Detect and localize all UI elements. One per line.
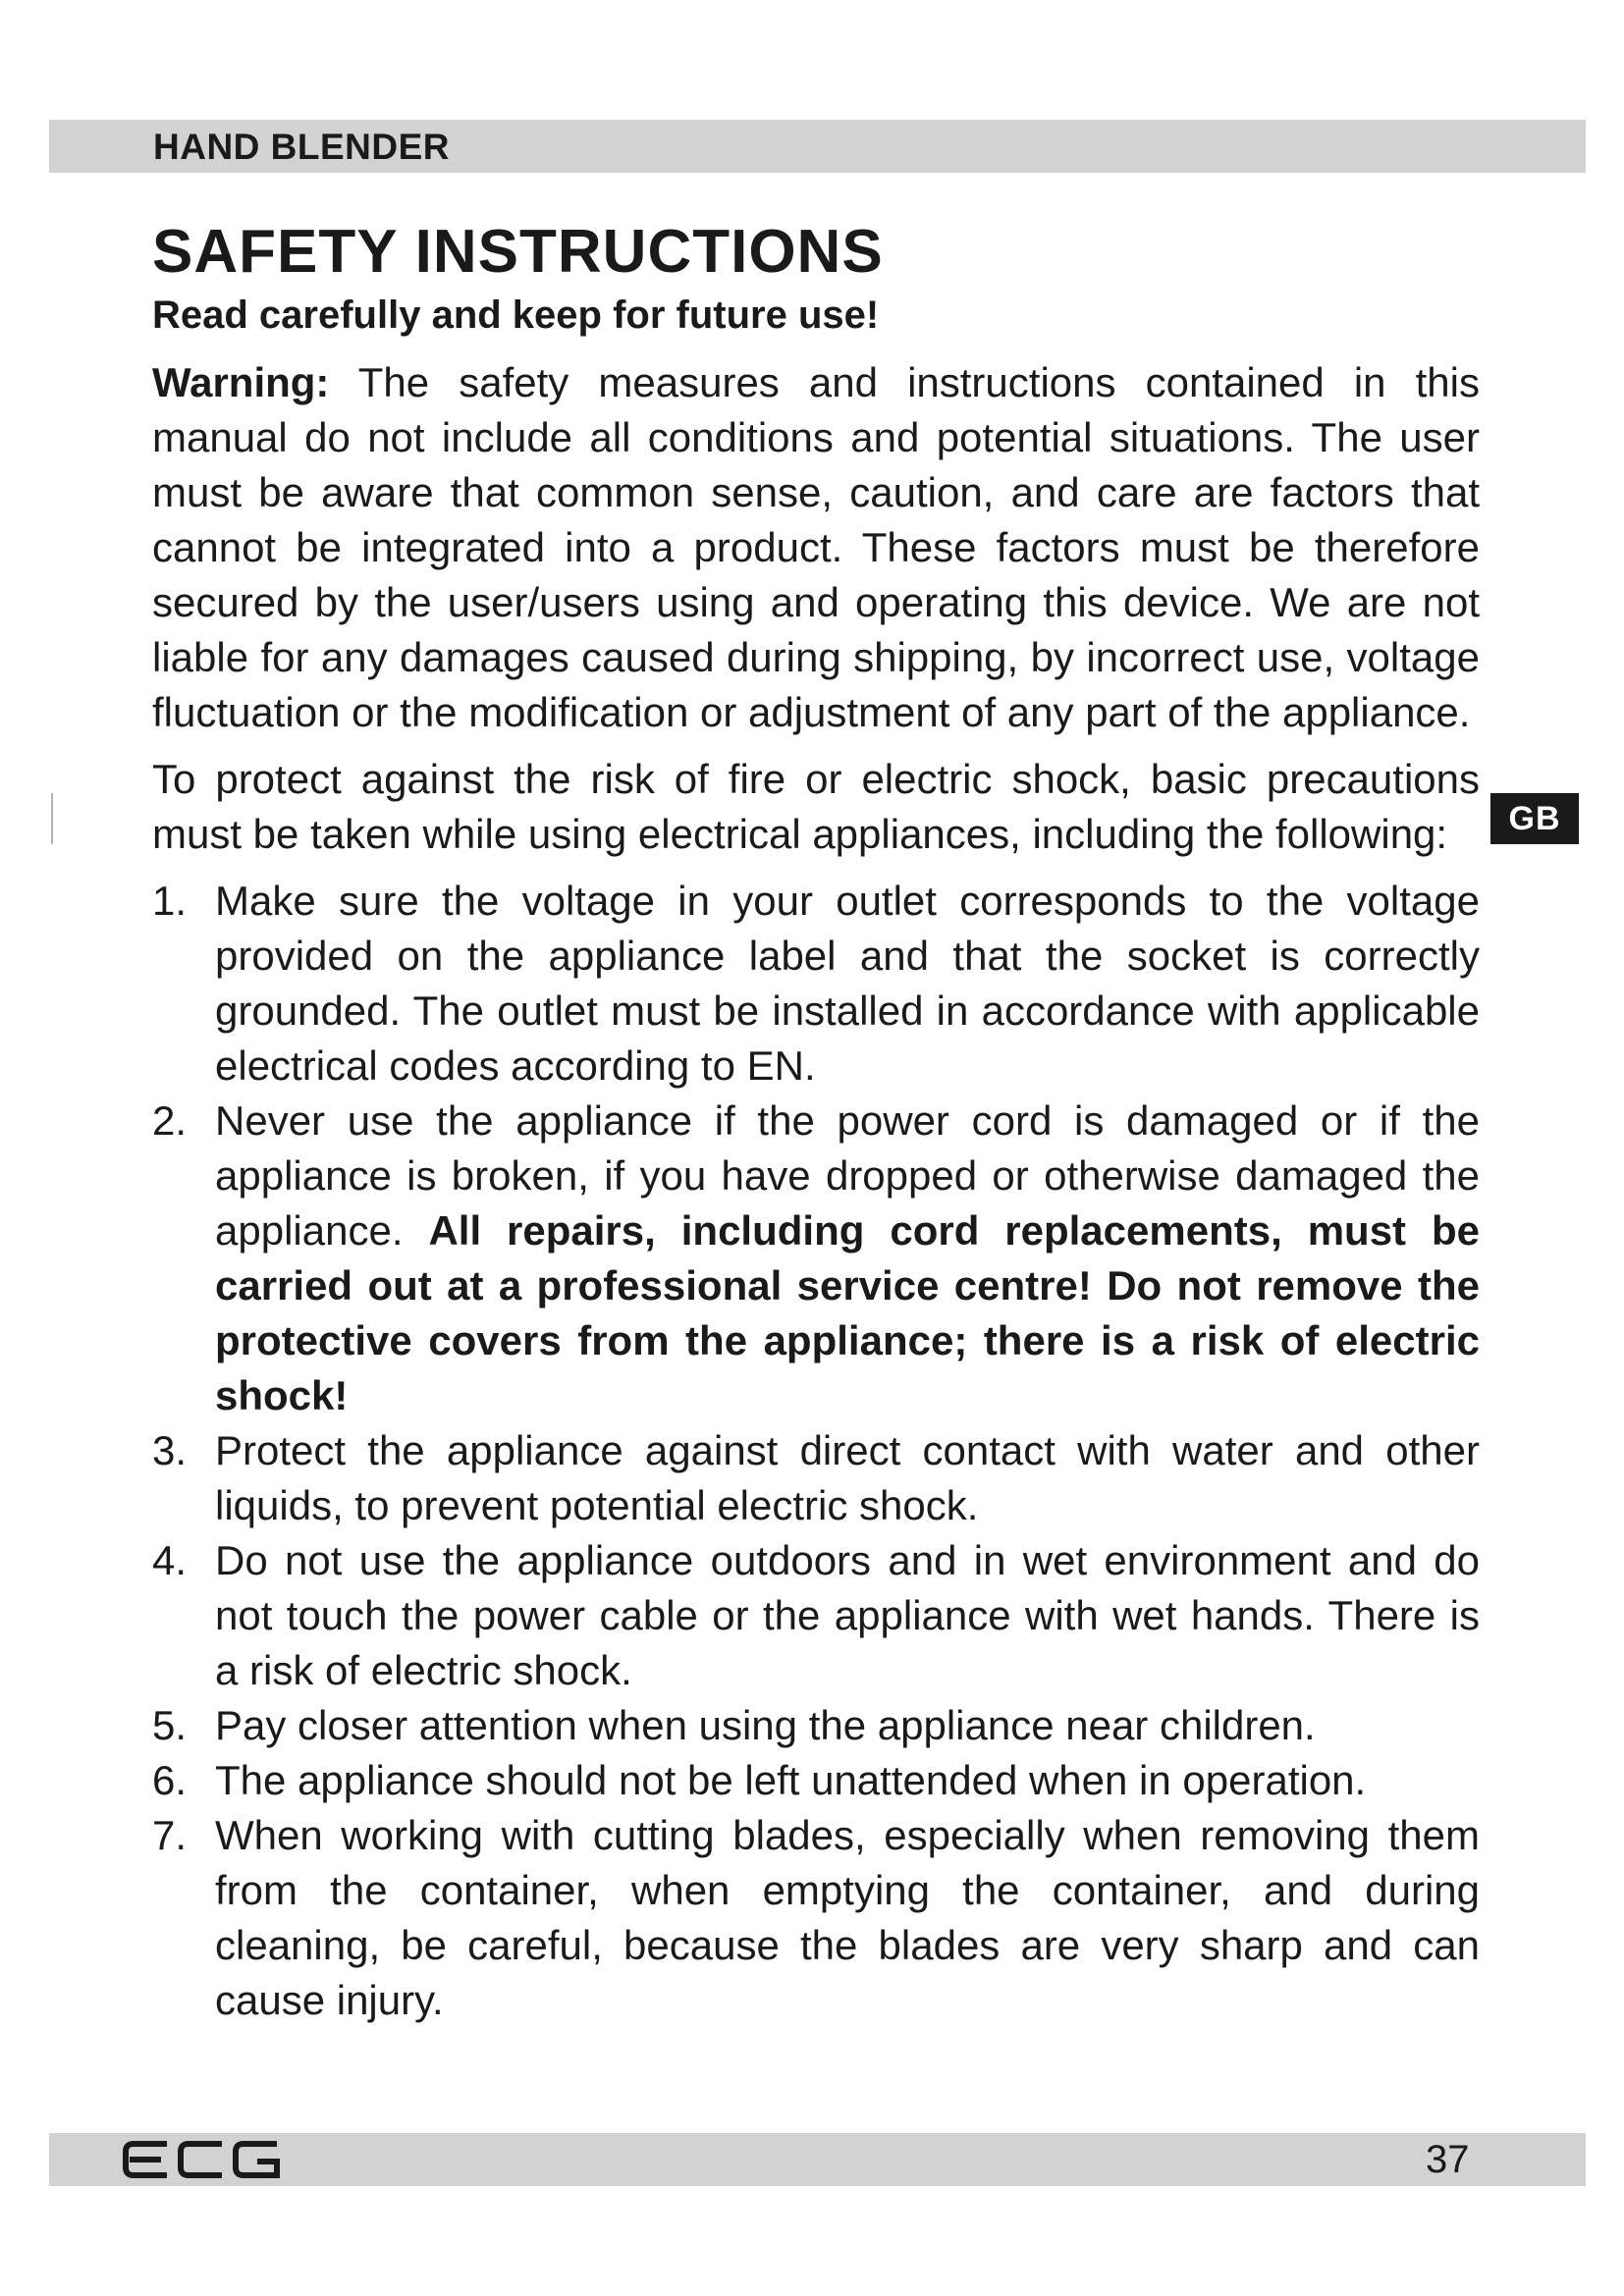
list-item-text: When working with cutting blades, especially when removing them from the container, when emptying the container, and during cleaning, be careful, because the blades are very sharp and can cause injury. [215,1812,1480,2023]
list-item [152,874,1480,1094]
language-tab: GB [1490,793,1579,844]
list-item-number: 3. [152,1427,188,1473]
list-item-text: The appliance should not be left unattended when in operation. [215,1757,1367,1803]
list-item-number: 1. [152,878,188,924]
page-number: 37 [1426,2138,1470,2181]
warning-text: The safety measures and instructions contained in this manual do not include all conditions and potential situations. The user must be aware that common sense, caution, and care are factors that cannot be integrated into a product. These factors must be therefore secured by the user/users using and operating this device. We are not liable for any damages caused during shipping, by incorrect use, voltage fluctuation or the modification or adjustment of any part of the appliance. [152,359,1480,735]
instruction-list [152,874,1480,2028]
header-title: HAND BLENDER [153,127,450,167]
warning-label: Warning: [152,359,330,405]
list-item-number: 4. [152,1537,188,1583]
warning-paragraph [152,355,1480,740]
list-item-text: Never use the appliance if the power cord is damaged or if the appliance is broken, if you have dropped or otherwise damaged the appliance. [215,1097,1480,1254]
page-subtitle: Read carefully and keep for future use! [152,294,880,337]
ecg-logo [120,2136,287,2188]
list-item-text: Protect the appliance against direct contact with water and other liquids, to prevent potential electric shock. [215,1427,1480,1528]
ecg-logo-icon [120,2136,287,2183]
list-item-number: 2. [152,1097,188,1144]
list-item [152,1808,1480,2028]
list-item [152,1423,1480,1533]
list-item-number: 7. [152,1812,188,1858]
content [152,355,1480,2028]
list-item-number: 6. [152,1757,188,1803]
intro-paragraph: To protect against the risk of fire or electric shock, basic precautions must be taken while using electrical appliances, including the following: [152,756,1480,857]
list-item [152,1753,1480,1808]
list-item-text: Pay closer attention when using the appliance near children. [215,1702,1316,1748]
page-title: SAFETY INSTRUCTIONS [152,218,884,286]
list-item-number: 5. [152,1702,188,1748]
list-item-text: Do not use the appliance outdoors and in wet environment and do not touch the power cable or the appliance with wet hands. There is a risk of electric shock. [215,1537,1480,1693]
list-item [152,1094,1480,1423]
list-item [152,1533,1480,1698]
list-item [152,1698,1480,1753]
margin-mark [51,793,53,844]
list-item-text: Make sure the voltage in your outlet corresponds to the voltage provided on the appliance label and that the socket is correctly grounded. The outlet must be installed in accordance with applicable electrical codes according to EN. [215,878,1480,1089]
header-bar [49,120,1586,173]
list-item-bold-text: All repairs, including cord replacements, must be carried out at a professional service centre! Do not remove the protective covers from the appliance; there is a risk of electric shock! [215,1207,1481,1418]
